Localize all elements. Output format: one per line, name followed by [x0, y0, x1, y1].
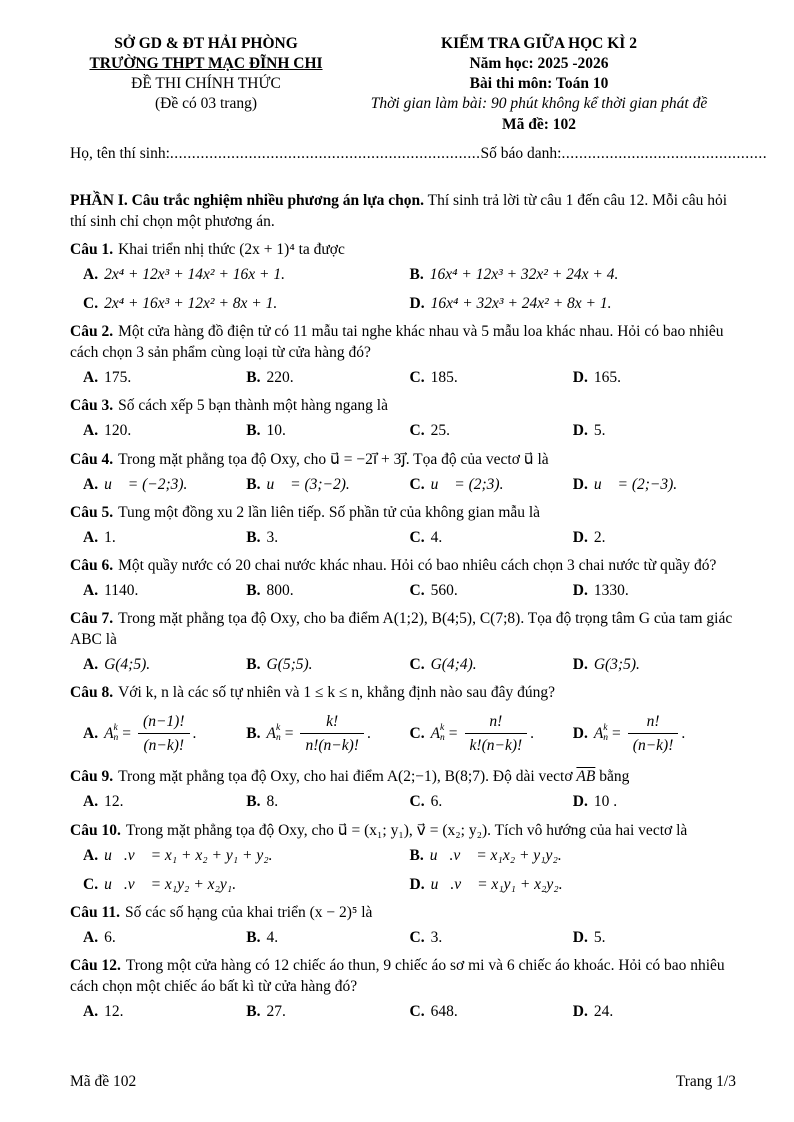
option-text: 648. — [430, 1003, 458, 1021]
question-5-option-a — [83, 527, 246, 548]
option-key: D. — [572, 928, 588, 946]
option-text: G(5;5). — [266, 656, 313, 674]
question-10-option-b — [410, 845, 737, 866]
question-8-label: Câu 8. — [70, 684, 114, 702]
permutation-symbol: A — [266, 724, 276, 742]
option-text: u⃗ = (2;−3). — [593, 475, 678, 493]
question-6-option-b — [246, 580, 409, 601]
option-text: 8. — [266, 793, 279, 811]
sub-index: n — [603, 733, 609, 744]
option-text: u⃗ = (−2;3). — [104, 475, 188, 493]
candidate-name-dotted-line: ....................................................................... — [169, 144, 481, 162]
option-text: 1. — [104, 528, 116, 546]
candidate-number-label: Số báo danh: — [480, 144, 562, 162]
fraction-denominator: (n−k)! — [632, 736, 674, 754]
option-text: u⃗.v⃗ = x₁y₁ + x₂y₂. — [430, 875, 563, 893]
option-text: 6. — [104, 928, 116, 946]
question-11-option-a — [83, 927, 246, 948]
fraction — [138, 711, 189, 756]
fraction — [465, 711, 528, 756]
question-4-option-a — [83, 474, 246, 495]
option-key: A. — [83, 846, 99, 864]
option-text: 10 . — [593, 793, 618, 811]
option-key: A. — [83, 422, 99, 440]
option-key: C. — [409, 475, 425, 493]
question-3-option-d — [573, 420, 736, 441]
question-11-option-c — [410, 927, 573, 948]
question-12 — [70, 955, 736, 1022]
option-text: 12. — [104, 1003, 124, 1021]
option-text: 560. — [430, 581, 458, 599]
question-1-option-c — [83, 293, 410, 314]
question-4-options — [70, 474, 736, 495]
option-period: . — [192, 724, 197, 742]
header-school-block — [70, 34, 342, 115]
option-text: 175. — [104, 369, 132, 387]
question-8-option-d — [573, 711, 736, 756]
option-text: 120. — [104, 422, 132, 440]
option-text: 2x⁴ + 12x³ + 14x² + 16x + 1. — [104, 266, 285, 284]
question-2-label: Câu 2. — [70, 323, 114, 341]
question-12-options — [70, 1001, 736, 1022]
permutation-symbol: A — [430, 724, 441, 742]
fraction-denominator: (n−k)! — [143, 736, 185, 754]
permutation-indices — [603, 723, 608, 744]
option-key: B. — [246, 422, 261, 440]
option-text: 25. — [430, 422, 450, 440]
question-12-option-b — [246, 1001, 409, 1022]
question-4-option-b — [246, 474, 409, 495]
fraction-numerator: n! — [628, 711, 679, 734]
option-key: C. — [409, 656, 425, 674]
option-text: 3. — [430, 928, 443, 946]
sup-index: k — [603, 722, 608, 733]
question-7-label: Câu 7. — [70, 610, 114, 628]
question-7-option-c — [410, 654, 573, 675]
option-text: 24. — [593, 1003, 614, 1021]
option-key: D. — [572, 793, 588, 811]
option-text: u⃗.v⃗ = x₁ + x₂ + y₁ + y₂. — [104, 846, 273, 864]
question-3-label: Câu 3. — [70, 397, 114, 415]
question-7-options — [70, 654, 736, 675]
question-3-text: Số cách xếp 5 bạn thành một hàng ngang là — [118, 397, 388, 415]
option-key: B. — [409, 846, 424, 864]
equals-sign: = — [122, 724, 132, 742]
fraction — [628, 711, 679, 756]
header-exam-block — [342, 34, 736, 135]
option-text: 185. — [430, 369, 458, 387]
question-4-option-d — [573, 474, 736, 495]
option-text: 1140. — [104, 581, 139, 599]
question-1-label: Câu 1. — [70, 240, 114, 258]
option-key: C. — [409, 581, 425, 599]
option-text: 800. — [266, 581, 294, 599]
question-9-options — [70, 791, 736, 812]
option-text: 4. — [430, 528, 443, 546]
option-text: 2. — [593, 528, 606, 546]
option-text: 16x⁴ + 32x³ + 24x² + 8x + 1. — [430, 295, 612, 313]
option-key: D. — [572, 1003, 588, 1021]
question-10-option-c — [83, 874, 410, 895]
option-key: A. — [83, 581, 99, 599]
option-text: 220. — [266, 369, 294, 387]
option-key: A. — [83, 724, 99, 742]
question-6-text: Một quầy nước có 20 chai nước khác nhau. Hỏi có bao nhiêu cách chọn 3 chai nước từ quầy đó? — [118, 556, 717, 574]
question-8-options — [70, 707, 736, 759]
question-10-option-a — [83, 845, 410, 866]
duration-note: Thời gian làm bài: 90 phút không kể thời gian phát đề — [370, 95, 708, 113]
question-12-option-d — [573, 1001, 736, 1022]
option-key: A. — [83, 793, 99, 811]
subject: Bài thi môn: Toán 10 — [469, 75, 609, 93]
permutation-indices — [440, 723, 445, 744]
question-7-option-b — [246, 654, 409, 675]
question-6 — [70, 555, 736, 601]
option-key: B. — [246, 369, 261, 387]
question-7-option-d — [573, 654, 736, 675]
question-3-options — [70, 420, 736, 441]
question-9-option-b — [246, 791, 409, 812]
question-7-option-a — [83, 654, 246, 675]
question-2-option-b — [246, 367, 409, 388]
question-9-option-a — [83, 791, 246, 812]
question-6-option-d — [573, 580, 736, 601]
question-9 — [70, 766, 736, 812]
option-key: A. — [83, 475, 99, 493]
question-9-label: Câu 9. — [70, 768, 114, 786]
exam-title: KIỂM TRA GIỮA HỌC KÌ 2 — [441, 35, 637, 52]
question-3 — [70, 395, 736, 441]
option-key: B. — [246, 793, 261, 811]
question-8-option-b — [246, 711, 409, 756]
option-key: A. — [83, 369, 99, 387]
part1-title: PHẦN I. Câu trắc nghiệm nhiều phương án lựa chọn. — [70, 191, 425, 209]
option-key: C. — [409, 928, 425, 946]
candidate-number-dotted-line: ............................................... — [561, 144, 768, 162]
page-count-note: (Đề có 03 trang) — [155, 95, 257, 113]
question-5-option-c — [410, 527, 573, 548]
option-text: 3. — [266, 528, 279, 546]
question-12-text: Trong một cửa hàng có 12 chiếc áo thun, 9 chiếc áo sơ mi và 6 chiếc áo khoác. Hỏi có bao nhiêu cách chọn một chiếc áo bất kì từ cửa hàng đó? — [70, 956, 725, 995]
question-11 — [70, 902, 736, 948]
option-key: C. — [409, 1003, 425, 1021]
sup-index: k — [440, 722, 445, 733]
question-7-text: Trong mặt phẳng tọa độ Oxy, cho ba điểm A(1;2), B(4;5), C(7;8). Tọa độ trọng tâm G của tam giác ABC là — [70, 610, 733, 649]
option-text: 5. — [593, 928, 606, 946]
page-footer — [70, 1072, 736, 1092]
question-11-option-d — [573, 927, 736, 948]
permutation-symbol: A — [104, 724, 114, 742]
option-key: A. — [83, 928, 99, 946]
question-9-text-pre: Trong mặt phẳng tọa độ Oxy, cho hai điểm A(2;−1), B(8;7). Độ dài vectơ — [118, 768, 577, 786]
permutation-indices — [114, 723, 119, 744]
option-period: . — [366, 724, 371, 742]
option-key: D. — [572, 581, 588, 599]
question-8-option-c — [410, 711, 573, 756]
option-key: B. — [246, 475, 261, 493]
fraction-numerator: n! — [465, 711, 528, 734]
option-text: u⃗.v⃗ = x₁y₂ + x₂y₁. — [104, 875, 237, 893]
option-key: C. — [409, 793, 425, 811]
option-key: B. — [409, 266, 424, 284]
candidate-name-label: Họ, tên thí sinh: — [70, 144, 170, 162]
option-key: C. — [83, 295, 99, 313]
option-period: . — [681, 724, 686, 742]
question-8-text: Với k, n là các số tự nhiên và 1 ≤ k ≤ n, khẳng định nào sau đây đúng? — [118, 684, 556, 702]
option-text: 4. — [266, 928, 279, 946]
option-key: B. — [246, 581, 261, 599]
option-text: u⃗ = (3;−2). — [266, 475, 350, 493]
sup-index: k — [113, 722, 118, 733]
equals-sign: = — [448, 724, 458, 742]
question-5-option-b — [246, 527, 409, 548]
question-5-options — [70, 527, 736, 548]
question-4 — [70, 449, 736, 495]
option-key: A. — [83, 1003, 99, 1021]
option-key: C. — [409, 369, 425, 387]
option-text: 165. — [593, 369, 621, 387]
option-text: 5. — [593, 422, 606, 440]
question-8 — [70, 682, 736, 759]
option-key: D. — [409, 295, 425, 313]
option-key: A. — [83, 266, 99, 284]
question-7 — [70, 608, 736, 675]
question-2-option-d — [573, 367, 736, 388]
option-key: D. — [572, 528, 588, 546]
question-9-option-c — [410, 791, 573, 812]
question-10-options — [70, 845, 736, 895]
option-text: u⃗.v⃗ = x₁x₂ + y₁y₂. — [429, 846, 562, 864]
school-year: Năm học: 2025 -2026 — [469, 55, 609, 73]
question-2-option-a — [83, 367, 246, 388]
option-text: 27. — [266, 1003, 286, 1021]
option-text: u⃗ = (2;3). — [430, 475, 504, 493]
option-text: 12. — [104, 793, 124, 811]
question-3-option-a — [83, 420, 246, 441]
question-10-label: Câu 10. — [70, 821, 121, 839]
permutation-symbol: A — [593, 724, 604, 742]
question-11-option-b — [246, 927, 409, 948]
question-1-options — [70, 264, 736, 314]
question-12-label: Câu 12. — [70, 956, 121, 974]
equals-sign: = — [284, 724, 294, 742]
question-1-option-a — [83, 264, 410, 285]
option-key: D. — [572, 724, 588, 742]
option-key: A. — [83, 656, 99, 674]
sub-index: n — [275, 733, 281, 744]
question-5-option-d — [573, 527, 736, 548]
option-key: C. — [409, 724, 425, 742]
sup-index: k — [275, 722, 281, 733]
question-8-option-a — [83, 711, 246, 756]
fraction-numerator: (n−1)! — [138, 711, 189, 734]
question-6-options — [70, 580, 736, 601]
question-11-text: Số các số hạng của khai triển (x − 2)⁵ là — [124, 903, 373, 921]
option-key: B. — [246, 1003, 261, 1021]
question-2 — [70, 321, 736, 388]
part1-description: Thí sinh trả lời từ câu 1 đến câu 12. Mỗi câu hỏi thí sinh chỉ chọn một phương án. — [70, 191, 728, 230]
question-12-option-c — [410, 1001, 573, 1022]
option-key: B. — [246, 928, 261, 946]
question-3-option-b — [246, 420, 409, 441]
option-key: C. — [409, 422, 425, 440]
option-key: D. — [409, 875, 425, 893]
fraction-denominator: n!(n−k)! — [305, 736, 359, 754]
footer-page-number: Trang 1/3 — [675, 1072, 736, 1090]
option-text: 1330. — [593, 581, 629, 599]
fraction — [300, 711, 364, 756]
question-10-option-d — [410, 874, 737, 895]
option-text: 6. — [430, 793, 443, 811]
question-5-text: Tung một đồng xu 2 lần liên tiếp. Số phần tử của không gian mẫu là — [118, 503, 541, 521]
equals-sign: = — [612, 724, 621, 742]
question-1-text: Khai triển nhị thức (2x + 1)⁴ ta được — [118, 240, 345, 258]
question-6-option-a — [83, 580, 246, 601]
question-3-option-c — [410, 420, 573, 441]
sub-index: n — [440, 733, 445, 744]
question-6-label: Câu 6. — [70, 556, 114, 574]
question-5 — [70, 502, 736, 548]
sub-index: n — [113, 733, 119, 744]
question-6-option-c — [410, 580, 573, 601]
option-text: 2x⁴ + 16x³ + 12x² + 8x + 1. — [104, 295, 278, 313]
footer-exam-code: Mã đề 102 — [70, 1072, 137, 1090]
option-period: . — [530, 724, 535, 742]
option-key: C. — [83, 875, 99, 893]
question-10 — [70, 820, 736, 895]
exam-code: Mã đề: 102 — [501, 115, 577, 133]
question-2-text: Một cửa hàng đồ điện tử có 11 mẫu tai nghe khác nhau và 5 mẫu loa khác nhau. Hỏi có bao nhiêu cách chọn 3 sản phẩm cùng loại từ cửa hàng đó? — [70, 323, 724, 362]
option-key: D. — [572, 656, 588, 674]
option-key: B. — [246, 724, 261, 742]
option-key: B. — [246, 656, 261, 674]
option-text: G(4;5). — [104, 656, 151, 674]
question-4-option-c — [410, 474, 573, 495]
question-10-text: Trong mặt phẳng tọa độ Oxy, cho u⃗ = (x₁; y₁), v⃗ = (x₂; y₂). Tích vô hướng của hai vectơ là — [125, 821, 688, 839]
vector-ab-overline: $\overline{AB}$ — [576, 768, 596, 786]
question-5-label: Câu 5. — [70, 503, 114, 521]
option-key: D. — [572, 369, 588, 387]
question-9-option-d — [573, 791, 736, 812]
fraction-numerator: k! — [300, 711, 364, 734]
question-4-label: Câu 4. — [70, 450, 114, 468]
question-2-option-c — [410, 367, 573, 388]
option-key: C. — [409, 528, 425, 546]
question-4-text: Trong mặt phẳng tọa độ Oxy, cho u⃗ = −2i⃗ + 3j⃗. Tọa độ của vectơ u⃗ là — [118, 450, 549, 468]
official-exam-label: ĐỀ THI CHÍNH THỨC — [131, 75, 281, 93]
candidate-info-line — [70, 143, 768, 164]
option-text: G(4;4). — [430, 656, 477, 674]
option-key: D. — [572, 422, 588, 440]
department-name: SỞ GD & ĐT HẢI PHÒNG — [114, 35, 298, 52]
option-key: D. — [572, 475, 588, 493]
option-text: G(3;5). — [593, 656, 640, 674]
question-2-options — [70, 367, 736, 388]
question-9-text-post: bằng — [595, 768, 630, 786]
option-key: A. — [83, 528, 99, 546]
question-1 — [70, 239, 736, 314]
question-11-label: Câu 11. — [70, 903, 120, 921]
question-1-option-b — [410, 264, 737, 285]
question-11-options — [70, 927, 736, 948]
option-text: 16x⁴ + 12x³ + 32x² + 24x + 4. — [429, 266, 619, 284]
question-1-option-d — [410, 293, 737, 314]
permutation-indices — [276, 723, 281, 744]
fraction-denominator: k!(n−k)! — [469, 736, 523, 754]
part1-heading — [70, 190, 736, 232]
question-12-option-a — [83, 1001, 246, 1022]
option-text: 10. — [266, 422, 286, 440]
exam-header — [70, 34, 736, 135]
option-key: B. — [246, 528, 261, 546]
school-name: TRƯỜNG THPT MẠC ĐĨNH CHI — [89, 55, 323, 73]
